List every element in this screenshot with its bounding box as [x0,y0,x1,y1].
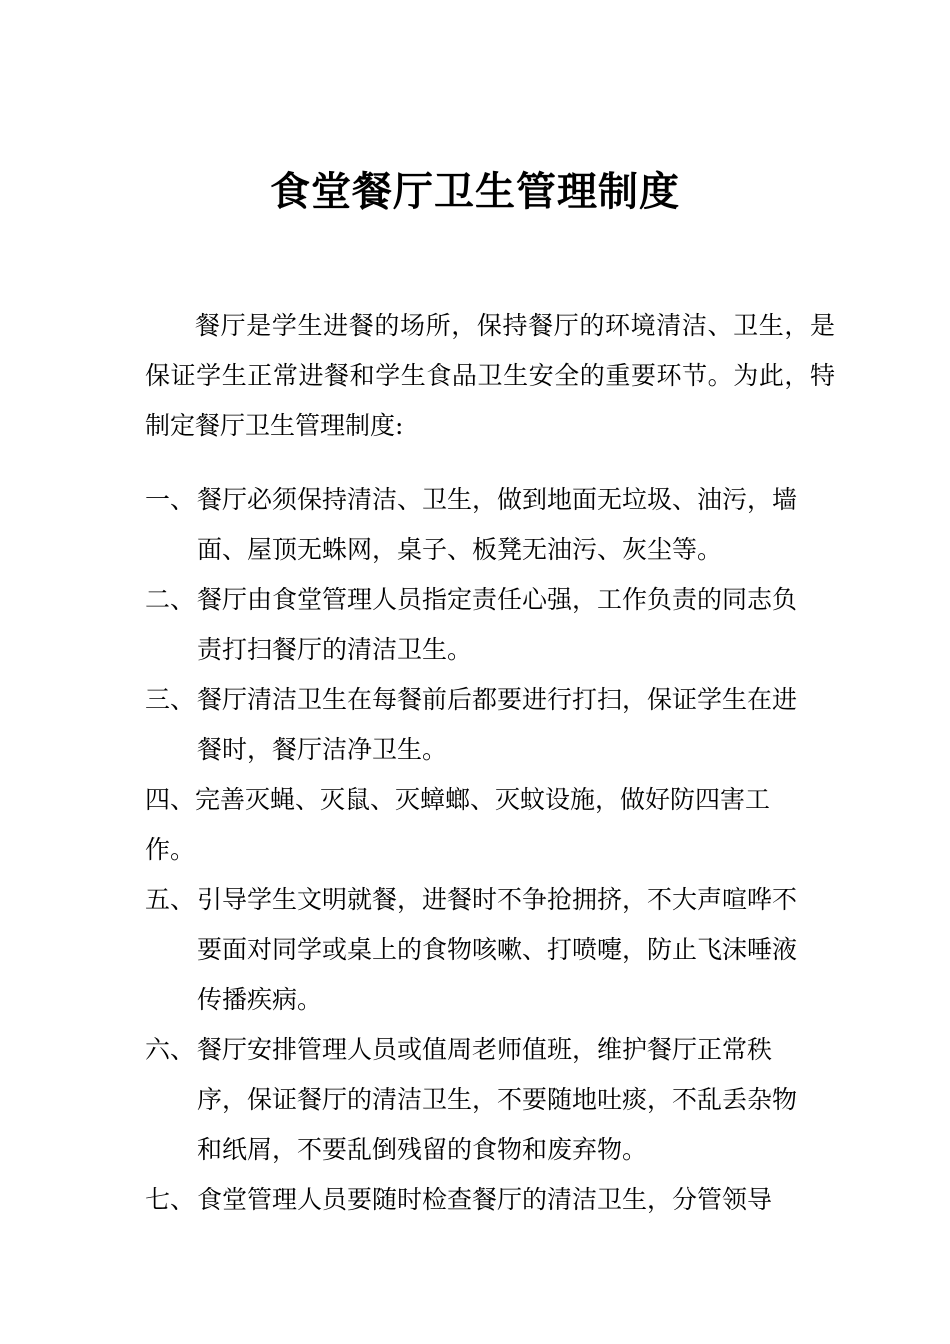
rule-number: 六、 [145,1035,196,1064]
rule-text: 餐厅清洁卫生在每餐前后都要进行打扫，保证学生在进餐时，餐厅洁净卫生。 [197,685,798,764]
rule-number: 四、 [145,785,196,814]
rule-item-5 [145,875,813,1025]
rule-text: 引导学生文明就餐，进餐时不争抢拥挤，不大声喧哗不要面对同学或桌上的食物咳嗽、打喷嚏，防止飞沫唾液传播疾病。 [197,885,798,1014]
intro-paragraph: 餐厅是学生进餐的场所，保持餐厅的环境清洁、卫生，是保证学生正常进餐和学生食品卫生安全的重要环节。为此，特制定餐厅卫生管理制度: [145,311,835,440]
rule-text: 餐厅必须保持清洁、卫生，做到地面无垃圾、油污，墙面、屋顶无蛛网，桌子、板凳无油污、灰尘等。 [197,485,798,564]
rule-item-3 [145,675,813,775]
rule-text: 完善灭蝇、灭鼠、灭蟑螂、灭蚊设施，做好防四害工作。 [145,785,771,864]
rule-item-2 [145,575,813,675]
rule-text: 食堂管理人员要随时检查餐厅的清洁卫生，分管领导 [197,1185,773,1214]
rule-number: 一、 [145,485,196,514]
rule-number: 七、 [145,1185,196,1214]
rule-text: 餐厅由食堂管理人员指定责任心强，工作负责的同志负责打扫餐厅的清洁卫生。 [197,585,798,664]
rule-text: 餐厅安排管理人员或值周老师值班，维护餐厅正常秩序，保证餐厅的清洁卫生，不要随地吐痰，不乱丢杂物和纸屑，不要乱倒残留的食物和废弃物。 [197,1035,798,1164]
rule-item-4 [145,775,813,875]
rule-number: 三、 [145,685,196,714]
rule-number: 二、 [145,585,196,614]
rule-number: 五、 [145,885,196,914]
document-title: 食堂餐厅卫生管理制度 [270,167,680,215]
rules-list [145,475,813,1225]
rule-item-6 [145,1025,813,1175]
rule-item-1 [145,475,813,575]
rule-item-7 [145,1175,813,1225]
